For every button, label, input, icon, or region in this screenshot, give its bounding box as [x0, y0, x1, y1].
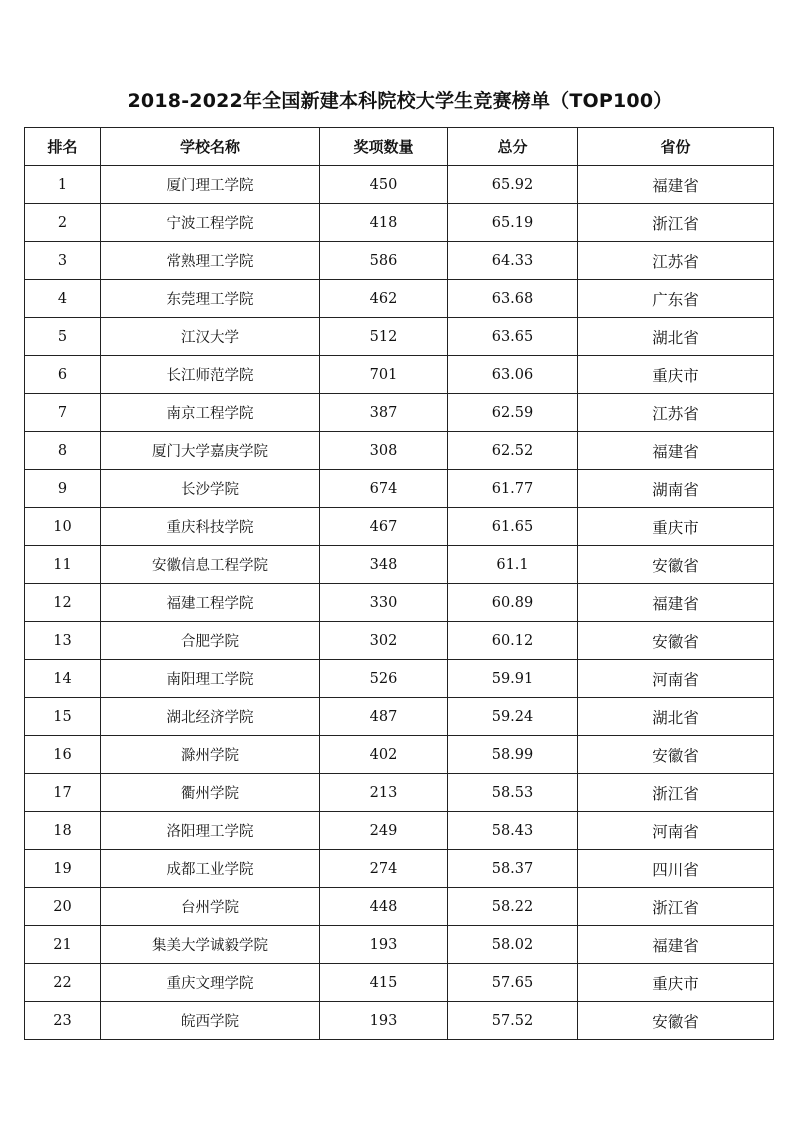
- province-cell: 安徽省: [578, 1002, 774, 1040]
- total-score-cell: 60.12: [448, 622, 578, 660]
- school-name-cell: 长江师范学院: [101, 356, 320, 394]
- table-row: [25, 774, 774, 812]
- award-count-cell: 701: [320, 356, 448, 394]
- table-row: [25, 660, 774, 698]
- province-cell: 河南省: [578, 660, 774, 698]
- total-score-cell: 58.37: [448, 850, 578, 888]
- award-count-cell: 418: [320, 204, 448, 242]
- total-score-cell: 58.99: [448, 736, 578, 774]
- rank-cell: 18: [25, 812, 101, 850]
- province-cell: 福建省: [578, 926, 774, 964]
- rank-cell: 14: [25, 660, 101, 698]
- table-body: [25, 166, 774, 1040]
- province-cell: 安徽省: [578, 546, 774, 584]
- province-cell: 湖北省: [578, 318, 774, 356]
- award-count-cell: 193: [320, 1002, 448, 1040]
- table-row: [25, 432, 774, 470]
- award-count-cell: 448: [320, 888, 448, 926]
- school-name-cell: 江汉大学: [101, 318, 320, 356]
- school-name-cell: 安徽信息工程学院: [101, 546, 320, 584]
- school-name-cell: 东莞理工学院: [101, 280, 320, 318]
- total-score-cell: 58.53: [448, 774, 578, 812]
- rank-cell: 4: [25, 280, 101, 318]
- school-name-cell: 常熟理工学院: [101, 242, 320, 280]
- total-score-cell: 63.68: [448, 280, 578, 318]
- column-header-score: 总分: [448, 128, 578, 166]
- total-score-cell: 61.77: [448, 470, 578, 508]
- column-header-rank: 排名: [25, 128, 101, 166]
- rank-cell: 2: [25, 204, 101, 242]
- table-row: [25, 964, 774, 1002]
- award-count-cell: 586: [320, 242, 448, 280]
- table-row: [25, 470, 774, 508]
- column-header-awards: 奖项数量: [320, 128, 448, 166]
- table-row: [25, 318, 774, 356]
- total-score-cell: 57.52: [448, 1002, 578, 1040]
- total-score-cell: 57.65: [448, 964, 578, 1002]
- rank-cell: 19: [25, 850, 101, 888]
- rank-cell: 1: [25, 166, 101, 204]
- table-row: [25, 698, 774, 736]
- province-cell: 重庆市: [578, 964, 774, 1002]
- award-count-cell: 526: [320, 660, 448, 698]
- table-row: [25, 1002, 774, 1040]
- school-name-cell: 成都工业学院: [101, 850, 320, 888]
- school-name-cell: 南阳理工学院: [101, 660, 320, 698]
- award-count-cell: 462: [320, 280, 448, 318]
- award-count-cell: 387: [320, 394, 448, 432]
- table-header: [25, 128, 774, 166]
- rank-cell: 21: [25, 926, 101, 964]
- province-cell: 安徽省: [578, 736, 774, 774]
- school-name-cell: 福建工程学院: [101, 584, 320, 622]
- award-count-cell: 348: [320, 546, 448, 584]
- school-name-cell: 重庆文理学院: [101, 964, 320, 1002]
- award-count-cell: 274: [320, 850, 448, 888]
- rank-cell: 20: [25, 888, 101, 926]
- rank-cell: 3: [25, 242, 101, 280]
- table-row: [25, 736, 774, 774]
- table-row: [25, 888, 774, 926]
- total-score-cell: 65.92: [448, 166, 578, 204]
- rank-cell: 12: [25, 584, 101, 622]
- province-cell: 重庆市: [578, 356, 774, 394]
- award-count-cell: 467: [320, 508, 448, 546]
- table-row: [25, 356, 774, 394]
- rank-cell: 17: [25, 774, 101, 812]
- province-cell: 浙江省: [578, 774, 774, 812]
- rank-cell: 5: [25, 318, 101, 356]
- province-cell: 广东省: [578, 280, 774, 318]
- table-row: [25, 280, 774, 318]
- province-cell: 福建省: [578, 166, 774, 204]
- province-cell: 浙江省: [578, 888, 774, 926]
- table-row: [25, 812, 774, 850]
- award-count-cell: 487: [320, 698, 448, 736]
- school-name-cell: 集美大学诚毅学院: [101, 926, 320, 964]
- province-cell: 江苏省: [578, 394, 774, 432]
- rank-cell: 10: [25, 508, 101, 546]
- school-name-cell: 厦门理工学院: [101, 166, 320, 204]
- rank-cell: 15: [25, 698, 101, 736]
- total-score-cell: 65.19: [448, 204, 578, 242]
- school-name-cell: 厦门大学嘉庚学院: [101, 432, 320, 470]
- school-name-cell: 长沙学院: [101, 470, 320, 508]
- total-score-cell: 63.65: [448, 318, 578, 356]
- total-score-cell: 61.65: [448, 508, 578, 546]
- award-count-cell: 402: [320, 736, 448, 774]
- award-count-cell: 415: [320, 964, 448, 1002]
- province-cell: 湖北省: [578, 698, 774, 736]
- province-cell: 湖南省: [578, 470, 774, 508]
- table-row: [25, 204, 774, 242]
- table-row: [25, 166, 774, 204]
- school-name-cell: 皖西学院: [101, 1002, 320, 1040]
- rank-cell: 16: [25, 736, 101, 774]
- award-count-cell: 249: [320, 812, 448, 850]
- total-score-cell: 63.06: [448, 356, 578, 394]
- rank-cell: 6: [25, 356, 101, 394]
- award-count-cell: 450: [320, 166, 448, 204]
- column-header-school: 学校名称: [101, 128, 320, 166]
- province-cell: 福建省: [578, 432, 774, 470]
- table-row: [25, 242, 774, 280]
- total-score-cell: 64.33: [448, 242, 578, 280]
- award-count-cell: 302: [320, 622, 448, 660]
- province-cell: 河南省: [578, 812, 774, 850]
- award-count-cell: 330: [320, 584, 448, 622]
- table-row: [25, 508, 774, 546]
- total-score-cell: 62.59: [448, 394, 578, 432]
- school-name-cell: 洛阳理工学院: [101, 812, 320, 850]
- school-name-cell: 宁波工程学院: [101, 204, 320, 242]
- total-score-cell: 61.1: [448, 546, 578, 584]
- school-name-cell: 衢州学院: [101, 774, 320, 812]
- province-cell: 浙江省: [578, 204, 774, 242]
- school-name-cell: 台州学院: [101, 888, 320, 926]
- award-count-cell: 193: [320, 926, 448, 964]
- total-score-cell: 62.52: [448, 432, 578, 470]
- total-score-cell: 58.22: [448, 888, 578, 926]
- province-cell: 重庆市: [578, 508, 774, 546]
- total-score-cell: 59.24: [448, 698, 578, 736]
- rank-cell: 22: [25, 964, 101, 1002]
- rank-cell: 9: [25, 470, 101, 508]
- header-row: [25, 128, 774, 166]
- table-row: [25, 850, 774, 888]
- school-name-cell: 滁州学院: [101, 736, 320, 774]
- province-cell: 福建省: [578, 584, 774, 622]
- school-name-cell: 合肥学院: [101, 622, 320, 660]
- province-cell: 江苏省: [578, 242, 774, 280]
- province-cell: 安徽省: [578, 622, 774, 660]
- award-count-cell: 213: [320, 774, 448, 812]
- table-row: [25, 926, 774, 964]
- school-name-cell: 重庆科技学院: [101, 508, 320, 546]
- page-title: 2018-2022年全国新建本科院校大学生竞赛榜单（TOP100）: [127, 90, 673, 112]
- total-score-cell: 58.43: [448, 812, 578, 850]
- rank-cell: 23: [25, 1002, 101, 1040]
- rank-cell: 7: [25, 394, 101, 432]
- rank-cell: 13: [25, 622, 101, 660]
- total-score-cell: 60.89: [448, 584, 578, 622]
- rank-cell: 8: [25, 432, 101, 470]
- award-count-cell: 674: [320, 470, 448, 508]
- school-name-cell: 湖北经济学院: [101, 698, 320, 736]
- table-row: [25, 394, 774, 432]
- column-header-province: 省份: [578, 128, 774, 166]
- total-score-cell: 58.02: [448, 926, 578, 964]
- table-row: [25, 546, 774, 584]
- award-count-cell: 308: [320, 432, 448, 470]
- award-count-cell: 512: [320, 318, 448, 356]
- total-score-cell: 59.91: [448, 660, 578, 698]
- school-name-cell: 南京工程学院: [101, 394, 320, 432]
- ranking-table: [24, 127, 774, 1040]
- table-row: [25, 584, 774, 622]
- province-cell: 四川省: [578, 850, 774, 888]
- table-row: [25, 622, 774, 660]
- rank-cell: 11: [25, 546, 101, 584]
